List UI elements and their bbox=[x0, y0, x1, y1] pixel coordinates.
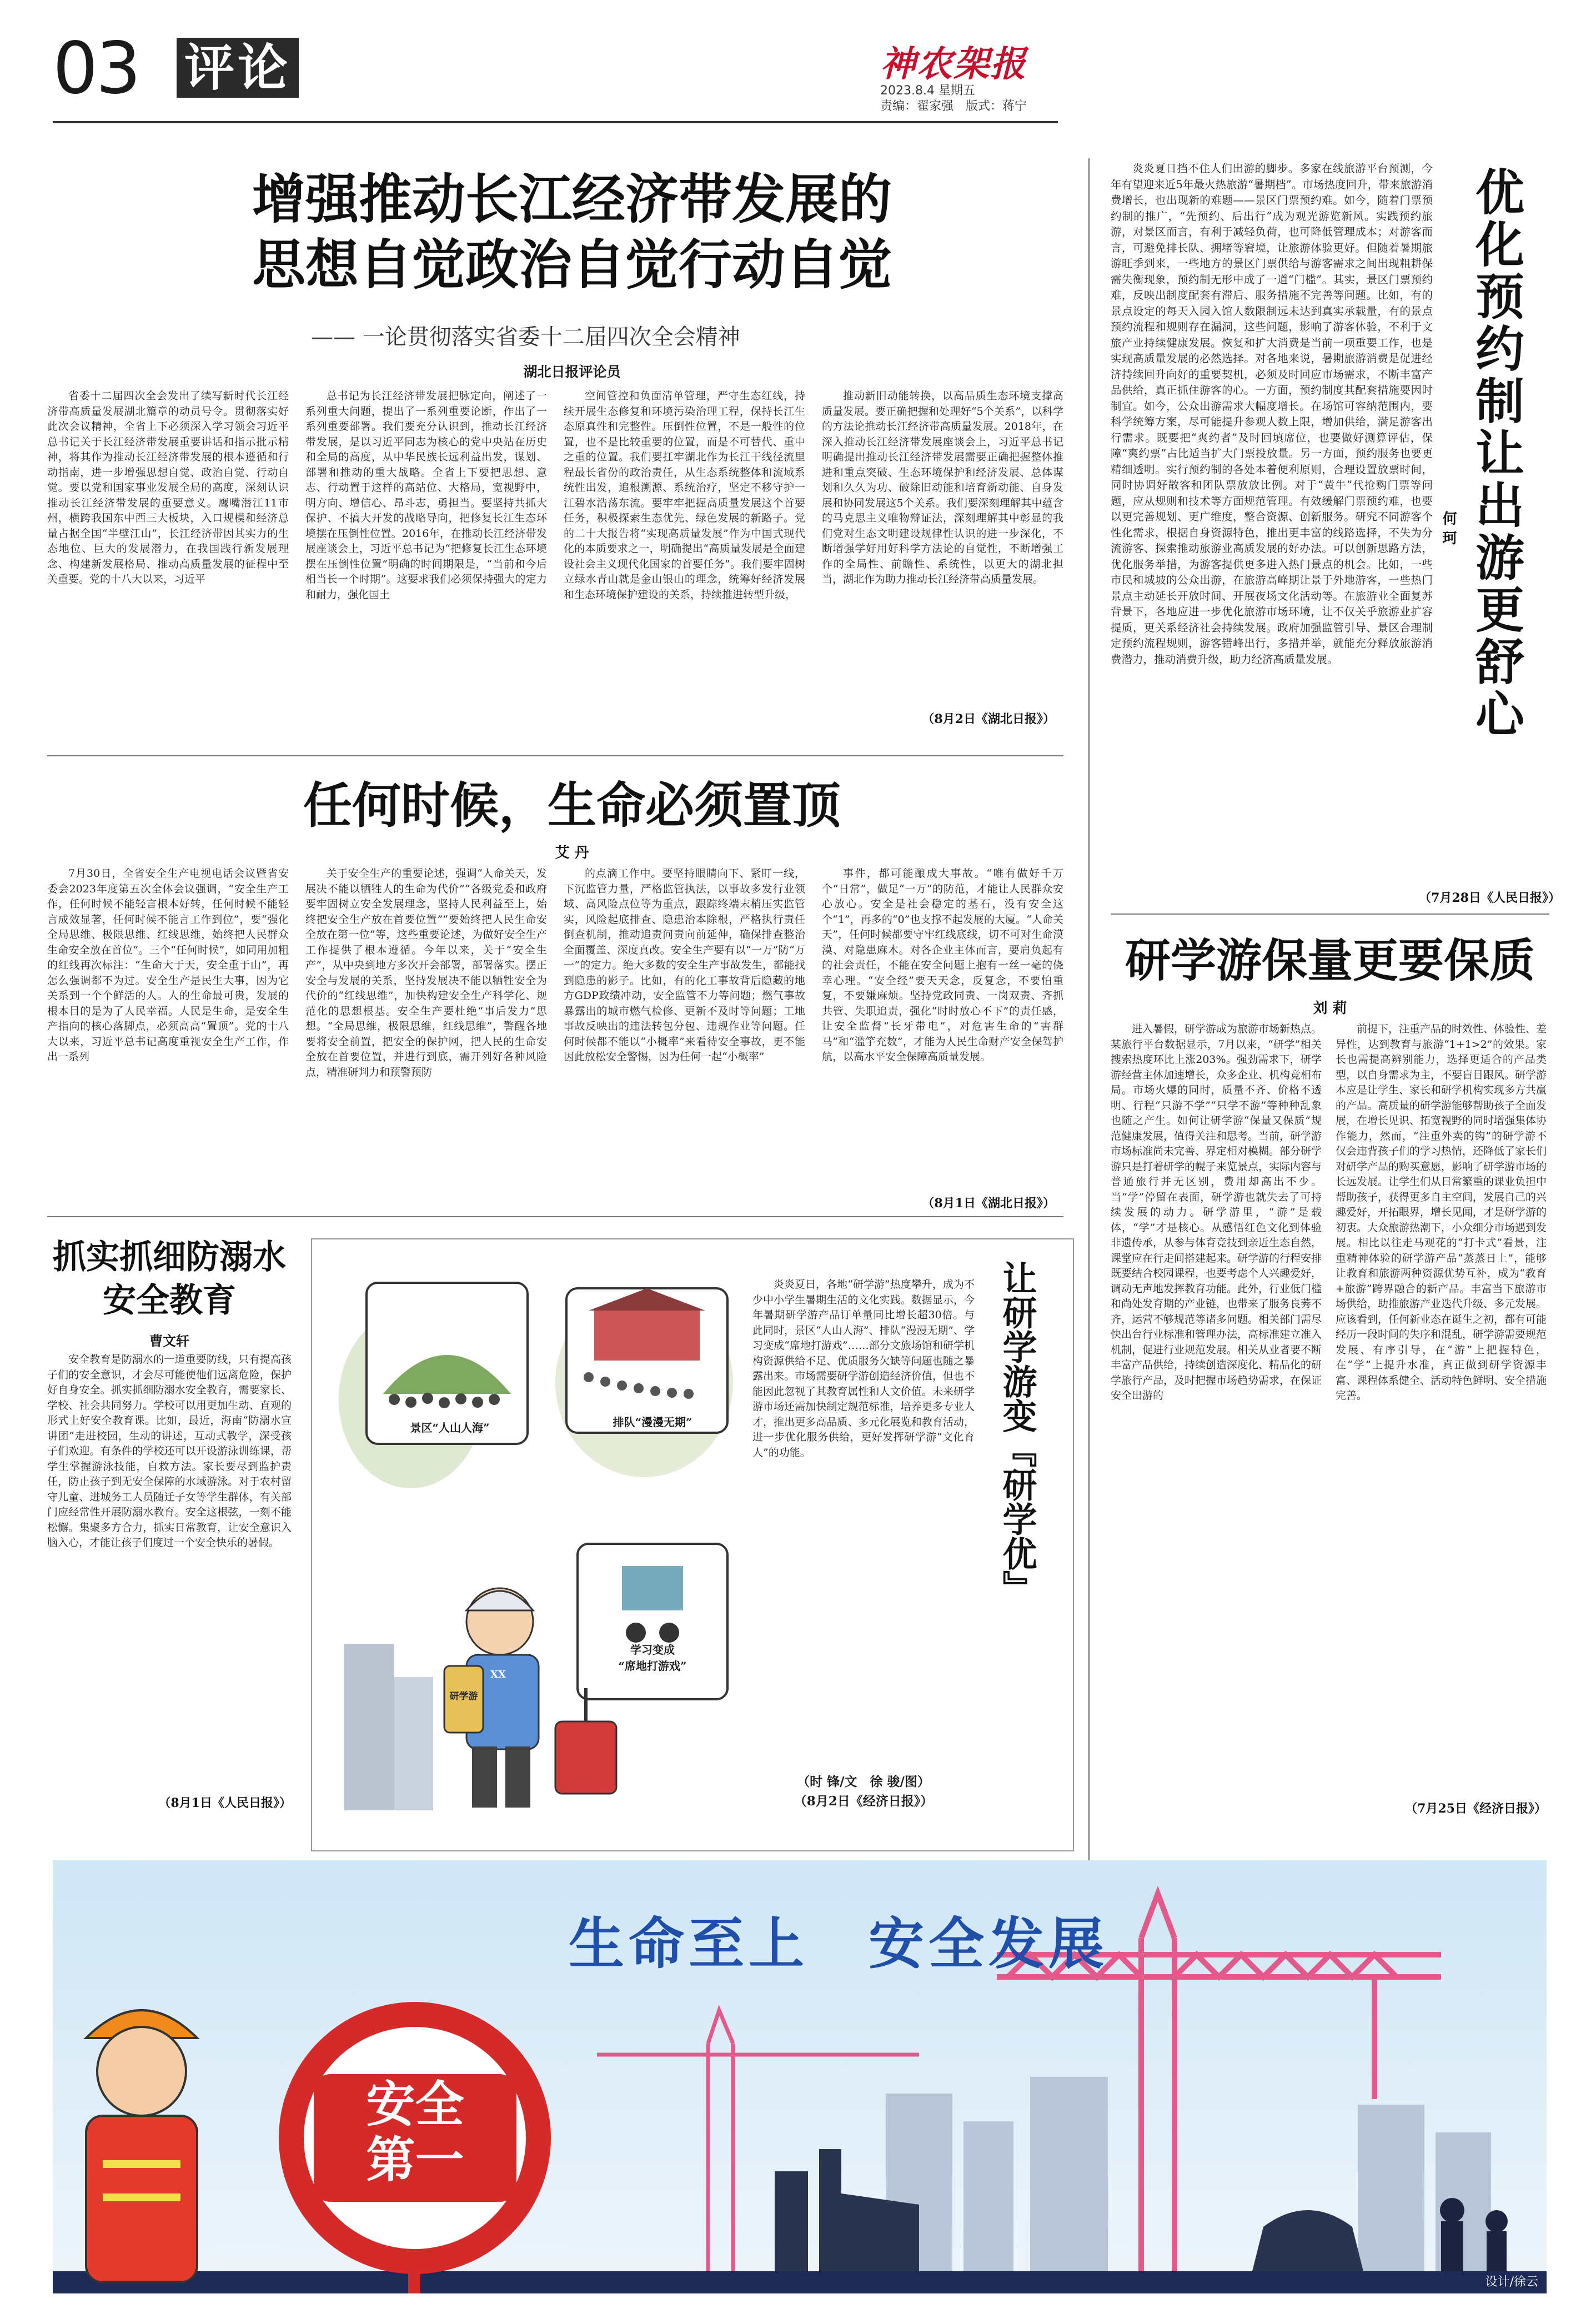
article1-col4: 推动新旧动能转换，以高品质生态环境支撑高质量发展。要正确把握和处理好“5个关系”，以科学的方法论推动长江经济带高质量发展。2018年，在深入推动长江经济带发展座谈会上，习近平总书记明确提出推动长江经济带发展需要正确把握整体推进和重点突破、生态环境保护和经济发展、总体谋划和久久为功、破除旧动能和培育新动能、自身发展和协同发展这5个关系。我们要深刻理解其中蕴含的马克思主义唯物辩证法，深刻理解其中彰显的我们党对生态文明建设规律性认识的进一步深化，不断增强学好用好科学方法论的自觉性，不断增强工作的全局性、前瞻性、系统性，以更大的湖北担当，湖北作为助力推动长江经济带高质量发展。 bbox=[822, 390, 1063, 585]
article1-title: 增强推动长江经济带发展的 思想自觉政治自觉行动自觉 bbox=[252, 168, 892, 296]
article5-author: 曹文轩 bbox=[149, 1333, 189, 1349]
article2-author: 艾 丹 bbox=[555, 845, 589, 861]
article1-source: （8月2日《湖北日报》） bbox=[922, 712, 1055, 726]
bubble3-child bbox=[626, 1623, 646, 1643]
article4-author: 刘 莉 bbox=[1313, 1000, 1347, 1017]
child-cap bbox=[466, 1591, 533, 1610]
bubble3-child bbox=[659, 1623, 679, 1643]
article2-title: 任何时候，生命必须置顶 bbox=[303, 776, 841, 834]
divider-a3 bbox=[1111, 913, 1549, 915]
poster-ground bbox=[53, 2271, 1547, 2293]
cartoon-badge: XX bbox=[490, 1669, 506, 1680]
article2-col4: 事件，都可能酿成大事故。“唯有做好千万个“日常”，做足“一万”的防范，才能让人民群众安心放心。安全是社会稳定的基石，没有安全这个“1”，再多的“0”也支撑不起发展的大厦。“人命关天”，任何时候都要守牢红线底线，切不可对生命漠漠、对隐患麻木。对各企业主体而言，要肩负起有的社会责任，不能在安全问题上抱有一丝一毫的侥幸心理。“安全经”要天天念，反复念，不要怕重复，不要嫌麻烦。坚持党政同责、一岗双责、齐抓共管、失职追责，强化“时时放心不下”的责任感，让安全监督“长牙带电”，对危害生命的“害群马”和“滥竽充数”，才能为人民生命财产安全保驾护航，以高水平安全保障高质量发展。 bbox=[822, 867, 1063, 1063]
child-leg bbox=[472, 1746, 497, 1808]
poster-slogan: 生命至上 安全发展 bbox=[569, 1911, 1108, 1976]
child-leg bbox=[505, 1746, 530, 1808]
article3-author: 何 珂 bbox=[1440, 511, 1457, 545]
sign-text bbox=[314, 2077, 516, 2188]
building-shape bbox=[394, 1677, 433, 1810]
article5-source: （8月1日《人民日报》） bbox=[158, 1796, 292, 1810]
article2-col2: 关于安全生产的重要论述，强调“人命关天，发展决不能以牺牲人的生命为代价”“各级党委和政府要牢固树立安全发展理念，坚持人民利益至上，始终把安全生产放在首要位置”“要始终把人民生命安全放在第一位”等，这些重要论述，为做好安全生产工作提供了根本遵循。今年以来，关于“安全生产”，从中央到地方多次开会部署，部署落实。摆正安全与发展的关系，坚持发展决不能以牺牲安全为代价的“红线思维”，加快构建安全生产科学化、规范化的思想根基。安全生产要杜绝“事后发力”思想。“全局思维，极限思维，红线思维”，警醒各地要将安全前置，把安全的保护网，把人民的生命安全放在首要位置，并进行到底，需开列好各种风险点，精准研判力和预警预防 bbox=[305, 867, 547, 1078]
article4-col2: 前提下，注重产品的时效性、体验性、差异性，达到教育与旅游“1+1>2”的效果。家长也需提高辨别能力，选择更适合的产品类型，以自身需求为主，不要盲目跟风。研学游本应是让学生、家长和研学机构实现多方共赢的产品。高质量的研学游能够帮助孩子全面发展，在增长见识、拓宽视野的同时增强集体协作能力，然而，“注重外卖的钩”的研学游不仅会违背孩子们的学习热情，还降低了家长们对研学产品的购买意愿，影响了研学游市场的长远发展。让学生们从日常繁重的课业负担中帮助孩子，获得更多自主空间，发展自己的兴趣爱好，开拓眼界，增长见闻，才是研学游的初衷。大众旅游热潮下，小众细分市场遇到发展。相比以往走马观花的“打卡式”看景，注重精神体验的研学游产品“蒸蒸日上”，能够让教育和旅游两种资源优势互补，成为“教育+旅游”跨界融合的新产品。丰富当下旅游市场供给，助推旅游产业迭代升级、多元发展。应该看到，任何新业态在诞生之初，都有可能经历一段时间的失序和混乱，研学游需要规范发展、有序引导，在“游”上把握特色，在“学”上提升水准，真正做到研学资源丰富、课程体系健全、活动特色鲜明、安全措施完善。 bbox=[1336, 1023, 1547, 1402]
article6-title: 让研学游变『研学优』 bbox=[997, 1261, 1037, 1605]
header-rule bbox=[53, 121, 1058, 123]
building-shape bbox=[344, 1644, 394, 1810]
cartoon-bubble2-label: 排队“漫漫无期” bbox=[613, 1416, 692, 1429]
article1-author: 湖北日报评论员 bbox=[523, 364, 621, 380]
article5-title: 抓实抓细防溺水 安全教育 bbox=[53, 1238, 286, 1320]
section-label: 评论 bbox=[177, 38, 299, 98]
article1-subtitle: —— 一论贯彻落实省委十二届四次全会精神 bbox=[311, 324, 740, 350]
article1-col3: 空间管控和负面清单管理，严守生态红线，持续开展生态修复和环境污染治理工程，保持长江生态原真性和完整性。压倒性位置，不是一般性的位置，也不是比较重要的位置，而是不可替代、重中之重的位置。我们要扛牢湖北作为长江干线径流里程最长省份的政治责任，从生态系统整体和流域系统性出发，追根溯源、系统治疗，坚定不移守护一江碧水浩荡东流。要牢牢把握高质量发展这个首要任务，积极探索生态优先、绿色发展的新路子。党的二十大报告将“实现高质量发展”作为中国式现代化的本质要求之一，明确提出“高质量发展是全面建设社会主义现代化国家的首要任务”。我们要牢固树立绿水青山就是金山银山的理念，统筹好经济发展和生态环境保护建设的关系，持续推进转型升级， bbox=[564, 390, 805, 601]
article2-col1: 7月30日，全省安全生产电视电话会议暨省安委会2023年度第五次全体会议强调，“安全生产工作，任何时候不能轻言根本好转，任何时候不能轻言成效显著，任何时候不能言工作到位”，要“强化全局思维、极限思维、红线思维，始终把人民群众生命安全放在首位”。三个“任何时候”，如同用加粗的红线再次标注：“生命大于天，安全重于山”，再怎么强调都不为过。安全生产是民生大事，因为它关系到一个个鲜活的人。人的生命最可贵，发展的根本目的是为了人民幸福。人民是生命，是安全生产指向的核心落脚点，必须高高“置顶”。党的十八大以来，习近平总书记高度重视安全生产工作，作出一系列 bbox=[47, 867, 289, 1063]
header-meta bbox=[880, 83, 1027, 114]
editors-line: 责编：翟家强 版式：蒋宁 bbox=[880, 99, 1027, 113]
article6-source: （8月2日《经济日报》） bbox=[794, 1794, 933, 1809]
divider-a2 bbox=[47, 1216, 1063, 1217]
sign-line2: 第一 bbox=[366, 2131, 464, 2189]
suitcase-shape bbox=[555, 1721, 616, 1794]
article4-col1: 进入暑假，研学游成为旅游市场新热点。某旅行平台数据显示，7月以来，“研学”相关搜索热度环比上涨203%。强劲需求下，研学游经营主体加速增长，众多企业、机构竞相布局。市场火爆的同时，质量不齐、价格不透明、行程“只游不学”“只学不游”等种种乱象也随之产生。如何让研学游“保量又保质”规范健康发展，值得关注和思考。当前，研学游市场标准尚未完善、界定相对模糊。部分研学游只是打着研学的幌子来览景点，实际内容与普通旅行并无区别，费用却高出不少。当“学”停留在表面，研学游也就失去了可持续发展的动力。研学游里，“游”是载体，“学”才是核心。从感悟红色文化到体验非遗传承，从参与体育竞技到亲近生态自然，课堂应在行走间搭建起来。研学游的行程安排既要结合校园课程，也要考虑个人兴趣爱好，调动无声地发挥教育功能。此外，行业低门槛和尚处发育期的产业链，也带来了服务良莠不齐，运营不够规范等诸多问题。相关部门需尽快出台行业标准和管理办法，高标准建立准入机制，促进行业规范发展。相关从业者要不断丰富产品供给，持续创造深度化、精品化的研学旅行产品，及时把握市场趋势需求，在保证安全出游的 bbox=[1111, 1023, 1322, 1402]
sign-line1: 安全 bbox=[366, 2076, 464, 2133]
divider-a1 bbox=[47, 755, 1063, 756]
article4-title: 研学游保量更要保质 bbox=[1125, 934, 1535, 987]
article1-col1: 省委十二届四次全会发出了续写新时代长江经济带高质量发展湖北篇章的动员号令。贯彻落实好此次会议精神，全省上下必须深入学习领会习近平总书记关于长江经济带发展重要讲话和指示批示精神，将其作为推动长江经济带发展的根本遵循和行动指南，进一步增强思想自觉、政治自觉、行动自觉。要以党和国家事业发展全局的高度，深刻认识推动长江经济带发展的重要意义。鹰嘴潜江11市州，横跨我国东中西三大板块，入口规模和经济总量占据全国“半壁江山”，长江经济带因其实力的生态地位、巨大的发展潜力，在我国践行新发展理念、构建新发展格局、推动高质量发展的征程中至关重要。党的十八大以来，习近平 bbox=[47, 390, 289, 585]
article5-text: 安全教育是防溺水的一道重要防线，只有提高孩子们的安全意识，才会尽可能使他们远离危险，保护好自身安全。抓实抓细防溺水安全教育，需要家长、学校、社会共同努力。学校可以用更加生动、直观的形式上好安全教育课。比如，最近，海南“防溺水宣讲团”走进校园，生动的讲述，互动式教学，深受孩子们欢迎。有条件的学校还可以开设游泳训练课，帮学生掌握游泳技能，自救方法。家长要尽到监护责任，防止孩子到无安全保障的水域游泳。对于农村留守儿童、进城务工人员随迁子女等学生群体，有关部门应经常性开展防溺水教育。安全这根弦，一刻不能松懈。集聚多方合力，抓实日常教育，让安全意识入脑入心，才能让孩子们度过一个安全快乐的暑假。 bbox=[47, 1353, 292, 1549]
cartoon-illustration bbox=[333, 1255, 744, 1833]
article3-source: （7月28日《人民日报》） bbox=[1419, 891, 1560, 905]
article2-source: （8月1日《湖北日报》） bbox=[922, 1196, 1055, 1211]
bubble3-screen bbox=[622, 1566, 683, 1610]
cartoon-svg bbox=[333, 1255, 744, 1833]
article1-col2: 总书记为长江经济带发展把脉定向，阐述了一系列重大问题，提出了一系列重要论断，作出了一系列重要部署。我们要充分认识到，推动长江经济带发展，是以习近平同志为核心的党中央站在历史和全局的高度，从中华民族长远利益出发，谋划、部署和推动的重大战略。全省上下要把思想、意志、行动置于这样的高站位、大格局，宽视野中，明方向、增信心、昂斗志，勇担当。要坚持共抓大保护、不搞大开发的战略导向，把修复长江生态环境摆在压倒性位置。2016年，在推动长江经济带发展座谈会上，习近平总书记为“把修复长江生态环境摆在压倒性位置”明确的时间期限是，“当前和今后相当长一个时期”。这要求我们必须保持强大的定力和耐力，强化国土 bbox=[305, 390, 547, 601]
cartoon-bag-label: 研学游 bbox=[449, 1691, 478, 1702]
article4-source: （7月25日《经济日报》） bbox=[1405, 1801, 1547, 1816]
article6-text: 炎炎夏日，各地“研学游”热度攀升，成为不少中小学生暑期生活的文化实践。数据显示，今年暑期研学游产品订单量同比增长超30倍。与此同时，景区“人山人海”、排队“漫漫无期”、学习变成“席地打游戏”……部分文旅场馆和研学机构资源供给不足、优质服务欠缺等问题也随之暴露出来。市场需要研学游创造经济价值，但也不能因此忽视了其教育属性和人文价值。未来研学游市场还需加快制定规范标准，培养更多专业人才，推出更多高品质、多元化展览和教育活动，进一步优化服务供给，更好发挥研学游“文化育人”的功能。 bbox=[752, 1278, 975, 1459]
right-column-divider bbox=[1088, 158, 1090, 1941]
bubble2-gate bbox=[594, 1311, 700, 1361]
article3-text: 炎炎夏日挡不住人们出游的脚步。多家在线旅游平台预测，今年有望迎来近5年最火热旅游“暑期档”。市场热度回升，带来旅游消费增长，也出现新的难题——景区门票预约难。如今，随着门票预约制的推广，“先预约、后出行”成为观光游览新风。实践预约旅游，对景区而言，有利于减轻负荷，也可降低管理成本；对游客而言，可避免排长队、拥堵等窘境，让旅游体验更好。但随着暑期旅游旺季到来，一些地方的景区门票供给与游客需求之间出现粗耕保需失衡现象，预约制无形中成了一道“门槛”。其实，景区门票预约难，反映出制度配套有滞后、服务措施不完善等问题。比如，有的景点设定的每天入园入馆人数限制远未达到真实承载量，有的景点预约流程和规则存在漏洞，这些问题，影响了游客体验，不利于文旅产业持续健康发展。恢复和扩大消费是当前一项重要工作，也是实现高质量发展的必然选择。对各地来说，暑期旅游消费是促进经济持续回升向好的重要契机，必须及时回应市场需求，不断丰富产品供给，真正抓住游客的心。一方面，预约制度其配套措施要因时制宜。如今，公众出游需求大幅度增长。在场馆可容纳范围内，要科学统筹方案，尽可能提升参观人数上限，增加供给，满足游客出行需求。既要把“爽约者”及时回填席位，也要做好测算评估，保障“爽约票”占比适当扩大门票投放量。另一方面，预约服务也要更精细透明。实行预约制的各处本着便利原则，合理设置放票时间，同时协调好散客和团队票放放比例。对于“黄牛”代抢购门票等问题，应从规则和技术等方面规范管理。有效缓解门票预约难，也要以更完善规划、更广维度，整合资源、创新服务。研究不同游客个性化需求，根据自身资源特色，推出更丰富的线路选择，不失为分流游客、探索推动旅游业高质发展的好办法。可以创新思路方法，优化服务举措，为游客提供更多进入热门景点的机会。比如，一些市民和城坡的公众出游，在旅游高峰期让景于外地游客，一些热门景点主动延长开放时间、开展夜场文化活动等。在旅游业全面复苏背景下，各地应进一步优化旅游市场环境，让不仅关乎旅游业扩容提质，更关系经济社会持续发展。政府加强监管引导、景区合理制定预约流程规则，游客错峰出行，多措并举，就能充分释放旅游消费潜力，推动消费升级，助力经济高质量发展。 bbox=[1111, 162, 1433, 666]
cartoon-bubble3-label: 学习变成 “席地打游戏” bbox=[618, 1643, 687, 1673]
article3-title: 优化预约制让出游更舒心 bbox=[1468, 167, 1525, 741]
date-line: 2023.8.4 星期五 bbox=[880, 84, 975, 98]
paper-logo: 神农架报 bbox=[880, 43, 1027, 85]
article2-col3: 的点滴工作中。要坚持眼睛向下、紧盯一线，下沉监管力量，严格监管执法，以事故多发行业领域、高风险点位等为重点，跟踪终端末梢压实监管实，风险起底排查、隐患治本除根，严格执行责任倒查机制，推动追责问责向前延伸，确保排查整治全面覆盖、深度真改。安全生产要有以“一万”防“万一”的定力。绝大多数的安全生产事故发生，都能找到隐患的影子。比如，有的化工事故背后隐藏的地方GDP政绩冲动，安全监管不力等问题；燃气事故暴露出的城市燃气检修、更新不及时等问题；工地事故反映出的违法转包分包、违规作业等问题。任何时候都不能以“小概率”来看待安全事故，更不能因此放松安全警惕，因为任何一起“小概率” bbox=[564, 867, 805, 1063]
page-number: 03 bbox=[53, 27, 139, 110]
poster-credit: 设计/徐云 bbox=[1485, 2275, 1538, 2289]
cartoon-bubble1-label: 景区“人山人海” bbox=[410, 1421, 490, 1434]
article6-author-note: （时 锋/文 徐 骏/图） bbox=[797, 1774, 930, 1789]
worker-character bbox=[86, 2010, 197, 2282]
